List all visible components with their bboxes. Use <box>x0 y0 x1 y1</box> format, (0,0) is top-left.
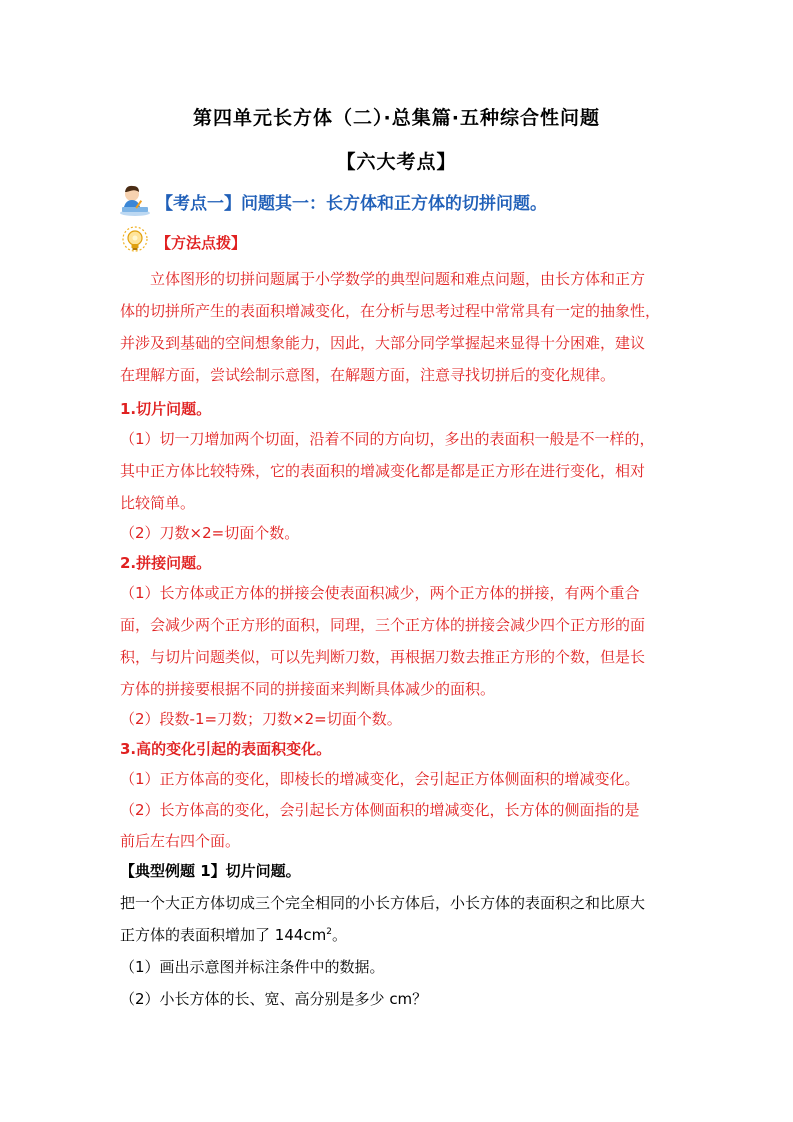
section-line: 积，与切片问题类似，可以先判断刀数，再根据刀数去推正方形的个数，但是长 <box>120 648 646 666</box>
section-line: （1）切一刀增加两个切面，沿着不同的方向切，多出的表面积一般是不一样的， <box>120 430 655 448</box>
example-line2-prefix: 正方体的表面积增加了 144cm <box>120 926 327 944</box>
example-label-suffix: 切片问题。 <box>225 862 301 880</box>
section-line: （2）刀数×2=切面个数。 <box>120 524 300 542</box>
section-heading: 1.切片问题。 <box>120 400 212 418</box>
section-line: （1）长方体或正方体的拼接会使表面积减少，两个正方体的拼接，有两个重合 <box>120 584 640 602</box>
section-line: 比较简单。 <box>120 494 196 512</box>
example-label: 【典型例题 1】 <box>120 862 226 880</box>
student-writing-icon <box>118 183 152 217</box>
section-line: 方体的拼接要根据不同的拼接面来判断具体减少的面积。 <box>120 680 496 698</box>
section-line: （1）正方体高的变化，即棱长的增减变化，会引起正方体侧面积的增减变化。 <box>120 770 640 788</box>
page-subtitle: 【六大考点】 <box>336 151 457 173</box>
kaodian-text: 【考点一】问题其一：长方体和正方体的切拼问题。 <box>156 194 547 214</box>
section-line: 前后左右四个面。 <box>120 832 241 850</box>
section-line: （2）长方体高的变化，会引起长方体侧面积的增减变化，长方体的侧面指的是 <box>120 801 640 819</box>
example-question: （2）小长方体的长、宽、高分别是多少 cm？ <box>120 990 428 1008</box>
method-text: 【方法点拨】 <box>156 234 247 252</box>
section-line: 其中正方体比较特殊，它的表面积的增减变化都是都是正方形在进行变化，相对 <box>120 462 646 480</box>
intro-line: 立体图形的切拼问题属于小学数学的典型问题和难点问题，由长方体和正方 <box>150 270 646 288</box>
example-unit-sup: 2 <box>326 927 332 937</box>
section-line: 面，会减少两个正方形的面积，同理，三个正方体的拼接会减少四个正方形的面 <box>120 616 646 634</box>
method-heading <box>120 226 420 258</box>
example-line <box>120 924 347 945</box>
kaodian-heading <box>118 183 678 217</box>
example-line: 把一个大正方体切成三个完全相同的小长方体后，小长方体的表面积之和比原大 <box>120 894 646 912</box>
section-line: （2）段数-1=刀数；刀数×2=切面个数。 <box>120 710 402 728</box>
example-line2-suffix: 。 <box>332 926 348 944</box>
intro-line: 并涉及到基础的空间想象能力，因此，大部分同学掌握起来显得十分困难，建议 <box>120 334 646 352</box>
example-question: （1）画出示意图并标注条件中的数据。 <box>120 958 385 976</box>
intro-line: 体的切拼所产生的表面积增减变化，在分析与思考过程中常常具有一定的抽象性， <box>120 302 661 320</box>
page-title: 第四单元长方体（二）·总集篇·五种综合性问题 <box>193 107 600 129</box>
section-heading: 2.拼接问题。 <box>120 554 212 572</box>
intro-line: 在理解方面，尝试绘制示意图，在解题方面，注意寻找切拼后的变化规律。 <box>120 366 616 384</box>
section-heading: 3.高的变化引起的表面积变化。 <box>120 740 332 758</box>
lightbulb-icon <box>120 226 150 256</box>
example-heading <box>120 860 301 881</box>
